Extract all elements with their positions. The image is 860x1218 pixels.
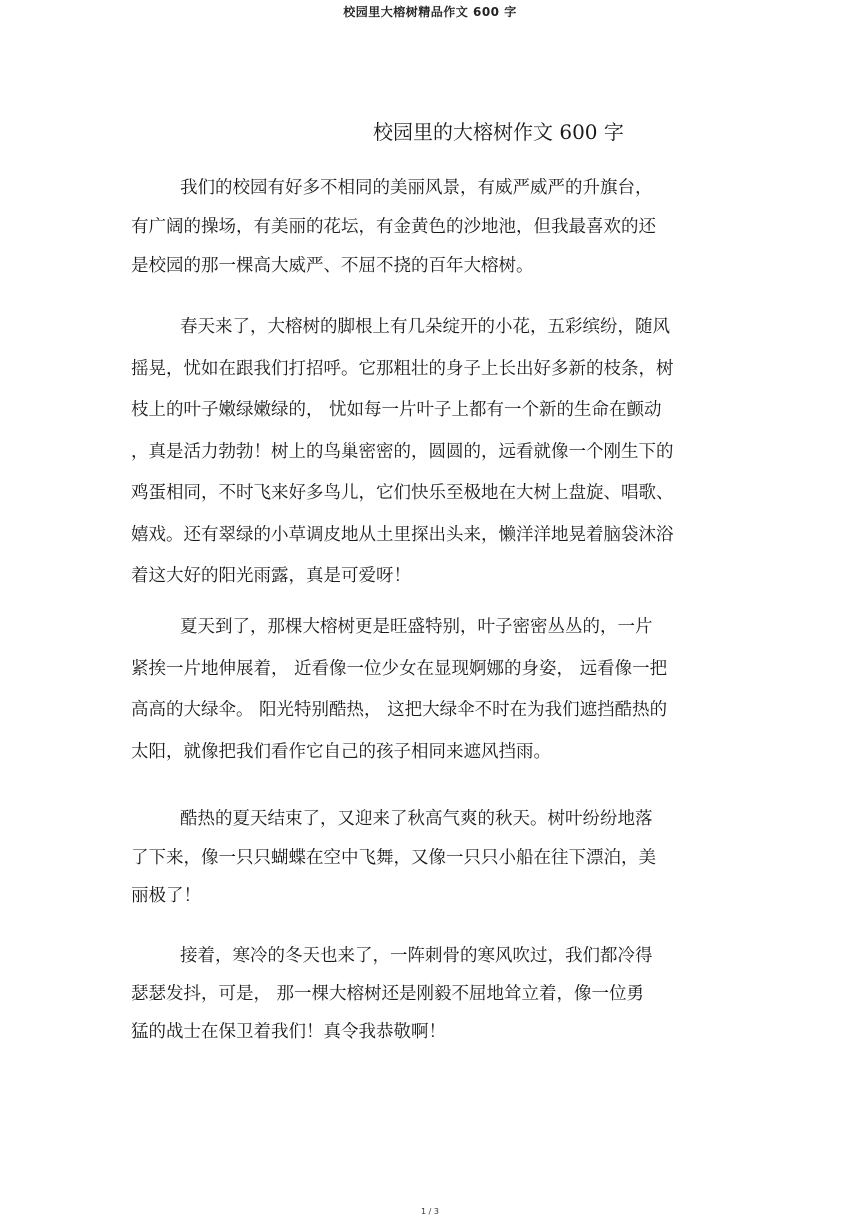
text-line: 瑟瑟发抖，可是， 那一棵大榕树还是刚毅不屈地耸立着，像一位勇 [131, 984, 645, 1004]
text-line: 高高的大绿伞。 阳光特别酷热， 这把大绿伞不时在为我们遮挡酷热的 [131, 700, 668, 720]
text-line: 太阳，就像把我们看作它自己的孩子相同来遮风挡雨。 [131, 741, 551, 762]
text-line: 着这大好的阳光雨露，真是可爱呀！ [131, 566, 411, 586]
text-line: 嬉戏。还有翠绿的小草调皮地从土里探出头来，懒洋洋地晃着脑袋沐浴 [131, 524, 674, 545]
running-header: 校园里大榕树精品作文 600 字 [343, 5, 517, 19]
paragraph-2 [131, 314, 721, 605]
page-number: 1 / 3 [421, 1207, 439, 1216]
text-line: 酷热的夏天结束了，又迎来了秋高气爽的秋天。树叶纷纷地落 [180, 809, 653, 829]
text-line: 我们的校园有好多不相同的美丽风景，有威严威严的升旗台， [180, 178, 653, 198]
paragraph-4 [131, 806, 721, 922]
text-line: 了下来，像一只只蝴蝶在空中飞舞，又像一只只小船在往下漂泊，美 [131, 847, 656, 868]
text-line: 是校园的那一棵高大威严、不屈不挠的百年大榕树。 [131, 256, 534, 276]
text-line: 有广阔的操场，有美丽的花坛，有金黄色的沙地池，但我最喜欢的还 [131, 217, 656, 237]
paragraph-3 [131, 614, 721, 780]
text-line: 紧挨一片地伸展着， 近看像一位少女在显现婀娜的身姿， 远看像一把 [131, 658, 668, 679]
text-line: 枝上的叶子嫩绿嫩绿的， 忧如每一片叶子上都有一个新的生命在颤动 [131, 400, 662, 420]
text-line: 接着，寒冷的冬天也来了，一阵刺骨的寒风吹过，我们都冷得 [180, 946, 653, 966]
paragraph-5 [131, 943, 721, 1057]
text-line: 摇晃，忧如在跟我们打招呼。它那粗壮的身子上长出好多新的枝条，树 [131, 358, 674, 379]
text-line: 夏天到了，那棵大榕树更是旺盛特别，叶子密密丛丛的，一片 [180, 617, 653, 637]
text-line: 丽极了！ [131, 886, 201, 906]
document-title: 校园里的大榕树作文 600 字 [373, 120, 624, 144]
text-line: 猛的战士在保卫着我们！真令我恭敬啊！ [131, 1022, 446, 1042]
text-line: ，真是活力勃勃！树上的鸟巢密密的，圆圆的，远看就像一个刚生下的 [131, 441, 674, 462]
text-line: 鸡蛋相同，不时飞来好多鸟儿，它们快乐至极地在大树上盘旋、唱歌、 [131, 483, 674, 503]
text-line: 春天来了，大榕树的脚根上有几朵绽开的小花，五彩缤纷，随风 [180, 317, 670, 337]
paragraph-1 [131, 175, 721, 292]
